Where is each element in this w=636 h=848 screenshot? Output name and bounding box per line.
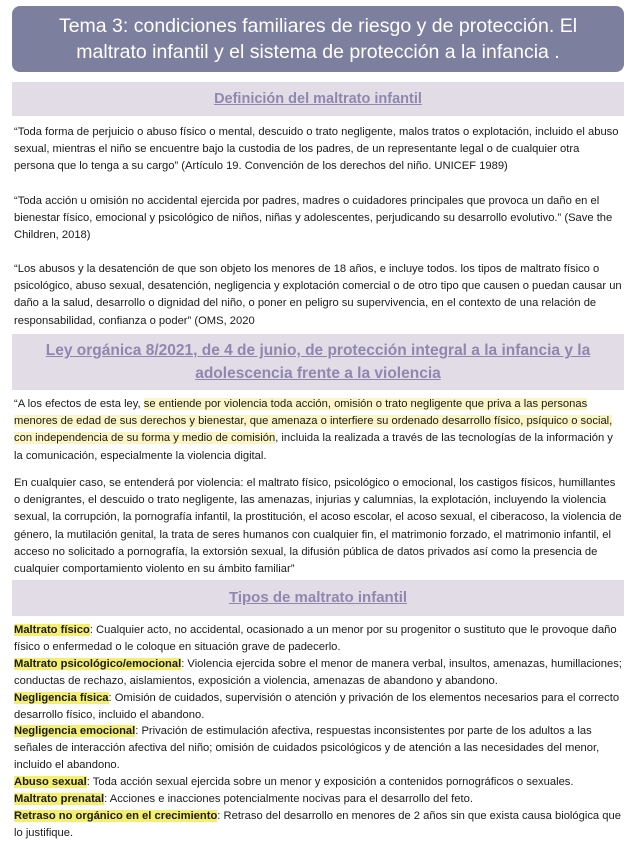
list-item [14, 791, 624, 808]
definition-quote-unicef: “Toda forma de perjuicio o abuso físico o mental, descuido o trato negligente, malos tratos o explotación, incluido el abuso sexual, mientras el niño se encuentre bajo la custodia de los padres, de un representante legal o de cualquier otra persona que lo tenga a su cargo” (Artículo 19. Convención de los derechos del niño. UNICEF 1989) [14, 126, 619, 173]
list-item [14, 656, 624, 690]
list-item [14, 690, 624, 724]
ley-highlighted-definition: se entiende por violencia toda acción, omisión o trato negligente que priva a las personas menores de edad de sus derechos y bienestar, que amenaza o interfiere su ordenado desarrollo físico, psíquico o social, con independencia de su forma y medio de comisión [14, 398, 613, 445]
section-heading-definition: Definición del maltrato infantil [12, 82, 624, 116]
section-heading-tipos: Tipos de maltrato infantil [12, 580, 624, 616]
ley-paragraph-start: “A los efectos de esta ley, [14, 398, 144, 410]
type-term: Maltrato prenatal [14, 793, 105, 806]
type-description: : Omisión de cuidados, supervisión o atención y privación de los elementos necesarios para el correcto desarrollo físico, incluido el abandono. [14, 691, 620, 721]
type-term: Retraso no orgánico en el crecimiento [14, 809, 218, 822]
ley-paragraph-end: , incluida la realizada a través de las tecnologías de la información y la comunicación, especialmente la violencia digital. [14, 432, 613, 462]
section-heading-ley-organica [12, 334, 624, 390]
page-title-line-2: maltrato infantil y el sistema de protección a la infancia . [76, 41, 560, 63]
type-term: Negligencia física [14, 691, 109, 704]
page-title-line-1: Tema 3: condiciones familiares de riesgo y de protección. El [58, 15, 578, 37]
type-description: : Cualquier acto, no accidental, ocasionado a un menor por su progenitor o sustituto que le provoque daño físico o enfermedad o le coloque en situación grave de padecerlo. [14, 624, 617, 653]
type-term: Maltrato físico [14, 624, 90, 636]
page-title [12, 6, 624, 72]
definition-quote-oms: “Los abusos y la desatención de que son objeto los menores de 18 años, e incluye todos. los tipos de maltrato físico o psicológico, abuso sexual, desatención, negligencia y explotación comercial o de otro tipo que causen o puedan causar un daño a la salud, desarrollo o dignidad del niño, o poner en peligro su supervivencia, en el contexto de una relación de responsabilidad, confianza o poder” (OMS, 2020 [14, 263, 622, 327]
type-term: Abuso sexual [14, 776, 87, 789]
type-term: Maltrato psicológico/emocional [14, 657, 182, 670]
list-item [14, 622, 624, 656]
list-item [14, 774, 624, 791]
type-term: Negligencia emocional [14, 725, 136, 738]
section-heading-ley-line-1: Ley orgánica 8/2021, de 4 de junio, de protección integral a la infancia y la [45, 342, 591, 359]
type-description: : Toda acción sexual ejercida sobre un menor y exposición a contenidos pornográficos o sexuales. [86, 776, 574, 789]
section-heading-ley-line-2: adolescencia frente a la violencia [195, 365, 441, 382]
type-description: : Acciones e inacciones potencialmente nocivas para el desarrollo del feto. [104, 793, 473, 806]
list-item [14, 723, 624, 774]
maltrato-types-list [14, 622, 624, 842]
list-item [14, 808, 624, 842]
type-description: : Privación de estimulación afectiva, respuestas inconsistentes por parte de los adultos a las señales de interacción afectiva del niño; omisión de cuidados psicológicos y de atención a las necesidades del menor, incluido el abandono. [14, 725, 600, 772]
type-description: : Retraso del desarrollo en menores de 2 años sin que exista causa biológica que lo justifique. [14, 809, 621, 839]
definition-quote-save-the-children: “Toda acción u omisión no accidental ejercida por padres, madres o cuidadores principales que provoca un daño en el bienestar físico, emocional y psicológico de niños, niñas y adolescentes, perjudicando su desarrollo evolutivo.” (Save the Children, 2018) [14, 195, 613, 242]
ley-definition-paragraph [14, 396, 622, 465]
ley-violence-list-paragraph: En cualquier caso, se entenderá por violencia: el maltrato físico, psicológico o emocional, los castigos físicos, humillantes o denigrantes, el descuido o trato negligente, las amenazas, injurias y calumnias, la explotación, incluyendo la violencia sexual, la corrupción, la pornografía infantil, la prostitución, el acoso escolar, el acoso sexual, el ciberacoso, la violencia de género, la mutilación genital, la trata de seres humanos con cualquier fin, el matrimonio forzado, el matrimonio infantil, el acceso no solicitado a pornografía, la extorsión sexual, la difusión pública de datos privados así como la presencia de cualquier comportamiento violento en su ámbito familiar” [14, 477, 622, 576]
type-description: : Violencia ejercida sobre el menor de manera verbal, insultos, amenazas, humillaciones; conductas de rechazo, aislamientos, exposición a violencia, amenazas de abandono y abandono. [14, 657, 622, 687]
